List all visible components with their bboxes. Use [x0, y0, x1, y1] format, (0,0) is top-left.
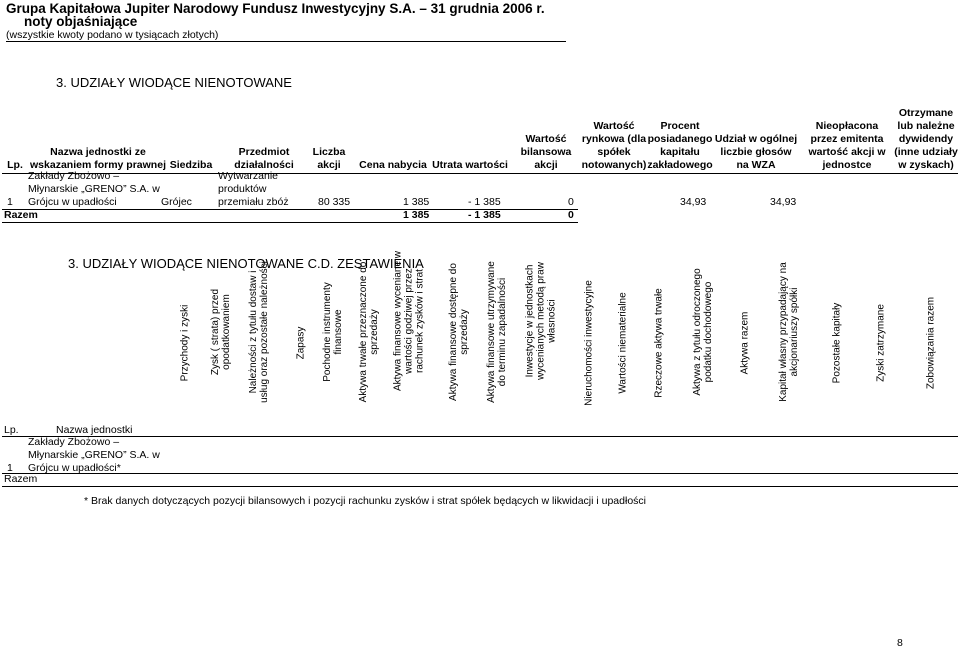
document-title: Grupa Kapitałowa Jupiter Narodowy Fundusz Inwestycyjny S.A. – 31 grudnia 2006 r. [6, 1, 545, 16]
col-header-other-capital: Pozostałe kapitały [831, 302, 843, 384]
table-2-total-rule [2, 473, 958, 474]
col-header-lp-2: Lp. [4, 424, 19, 436]
col-header-deferred-tax: Aktywa z tytułu odroczonego podatku dochodowego [692, 268, 714, 396]
col-header-capital-pct: Procent posiadanego kapitału zakładowego [647, 120, 713, 171]
col-header-unpaid: Nieopłacona przez emitenta wartość akcji w jednostce [808, 120, 886, 171]
row-shares: 80 335 [318, 196, 351, 208]
col-header-seat: Siedziba [169, 159, 213, 171]
table-1-bottom-rule [2, 222, 578, 223]
table-1-header-rule [2, 173, 958, 174]
row-name-line-3: Grójcu w upadłości [28, 196, 117, 208]
document-subtitle: noty objaśniające [24, 14, 138, 29]
col-header-derivatives: Pochodne instrumenty finansowe [322, 282, 344, 382]
col-header-assets-held-for-sale: Aktywa trwałe przeznaczone do sprzedaży [358, 261, 380, 403]
row-2-name-line-3: Grójcu w upadłości* [28, 462, 121, 474]
footnote: * Brak danych dotyczących pozycji bilansowych i pozycji rachunku zysków i strat spółek będących w likwidacji i upadłości [84, 495, 646, 507]
row-2-name-line-2: Młynarskie „GRENO” S.A. w [28, 449, 160, 461]
row-name-line-2: Młynarskie „GRENO” S.A. w [28, 183, 160, 195]
row-activity-line-1: Wytwarzanie [218, 170, 279, 182]
col-header-equity-method: Inwestycje w jednostkach wycenianych metodą praw własności [524, 262, 558, 380]
row-activity-line-2: produktów [218, 183, 267, 195]
col-header-votes-pct: Udział w ogólnej liczbie głosów na WZA [714, 133, 798, 171]
row-capital-pct: 34,93 [680, 196, 707, 208]
total-label-2: Razem [4, 473, 38, 485]
header-divider [6, 41, 566, 42]
col-header-fair-value-assets: Aktywa finansowe wyceniane w wartości godziwej przez rachunek zysków i strat [392, 250, 426, 392]
col-header-retained-earnings: Zyski zatrzymane [875, 304, 887, 382]
row-activity-line-3: przemiału zbóż [218, 196, 289, 208]
col-header-market-value: Wartość rynkowa (dla spółek notowanych) [581, 120, 647, 171]
col-header-dividends: Otrzymane lub należne dywidendy (inne udziały w zyskach) [894, 107, 958, 171]
col-header-shares: Liczba akcji [312, 146, 346, 171]
col-header-ppe: Rzeczowe aktywa trwałe [653, 288, 665, 398]
total-impairment: - 1 385 [468, 209, 501, 221]
col-header-name: Nazwa jednostki ze wskazaniem formy prawnej [30, 146, 166, 171]
row-cost: 1 385 [403, 196, 430, 208]
col-header-investment-property: Nieruchomości inwestycyjne [583, 280, 595, 406]
col-header-total-liabilities: Zobowiązania razem [925, 296, 937, 390]
row-name-line-1: Zakłady Zbożowo – [28, 170, 120, 182]
col-header-book-value: Wartość bilansowa akcji [520, 133, 572, 171]
col-header-pretax-profit: Zysk ( strata) przed opodatkowaniem [210, 288, 232, 376]
section-1-title: 3. UDZIAŁY WIODĄCE NIENOTOWANE [56, 75, 292, 90]
row-lp: 1 [7, 196, 13, 208]
row-2-lp: 1 [7, 462, 13, 474]
row-seat: Grójec [161, 196, 192, 208]
col-header-htm-assets: Aktywa finansowe utrzymywane do terminu zapadalności [486, 261, 508, 403]
col-header-lp: Lp. [7, 159, 23, 171]
row-book-value: 0 [568, 196, 574, 208]
col-header-name-2: Nazwa jednostki [56, 424, 133, 436]
col-header-revenue: Przychody i zyski [179, 304, 191, 382]
col-header-impairment: Utrata wartości [432, 159, 508, 171]
col-header-total-assets: Aktywa razem [739, 311, 751, 375]
table-2-header-rule [2, 436, 958, 437]
col-header-equity-attributable: Kapitał własny przypadający na akcjonariuszy spółki [778, 262, 800, 402]
col-header-receivables: Należności z tytułu dostaw i usług oraz pozostałe należności [248, 261, 270, 403]
col-header-inventories: Zapasy [295, 326, 307, 360]
section-2-title: 3. UDZIAŁY WIODĄCE NIENOTOWANE C.D. ZESTAWIENIA [68, 256, 424, 271]
row-impairment: - 1 385 [468, 196, 501, 208]
col-header-cost: Cena nabycia [359, 159, 427, 171]
col-header-activity: Przedmiot działalności [234, 146, 294, 171]
col-header-intangibles: Wartości niematerialne [617, 292, 629, 394]
row-votes-pct: 34,93 [770, 196, 797, 208]
total-label: Razem [4, 209, 38, 221]
total-cost: 1 385 [403, 209, 430, 221]
currency-note: (wszystkie kwoty podano w tysiącach złotych) [6, 29, 219, 41]
page-number: 8 [897, 637, 903, 649]
row-2-name-line-1: Zakłady Zbożowo – [28, 436, 120, 448]
total-book-value: 0 [568, 209, 574, 221]
table-2-bottom-rule [2, 486, 958, 487]
col-header-afs-assets: Aktywa finansowe dostępne do sprzedaży [448, 263, 470, 401]
